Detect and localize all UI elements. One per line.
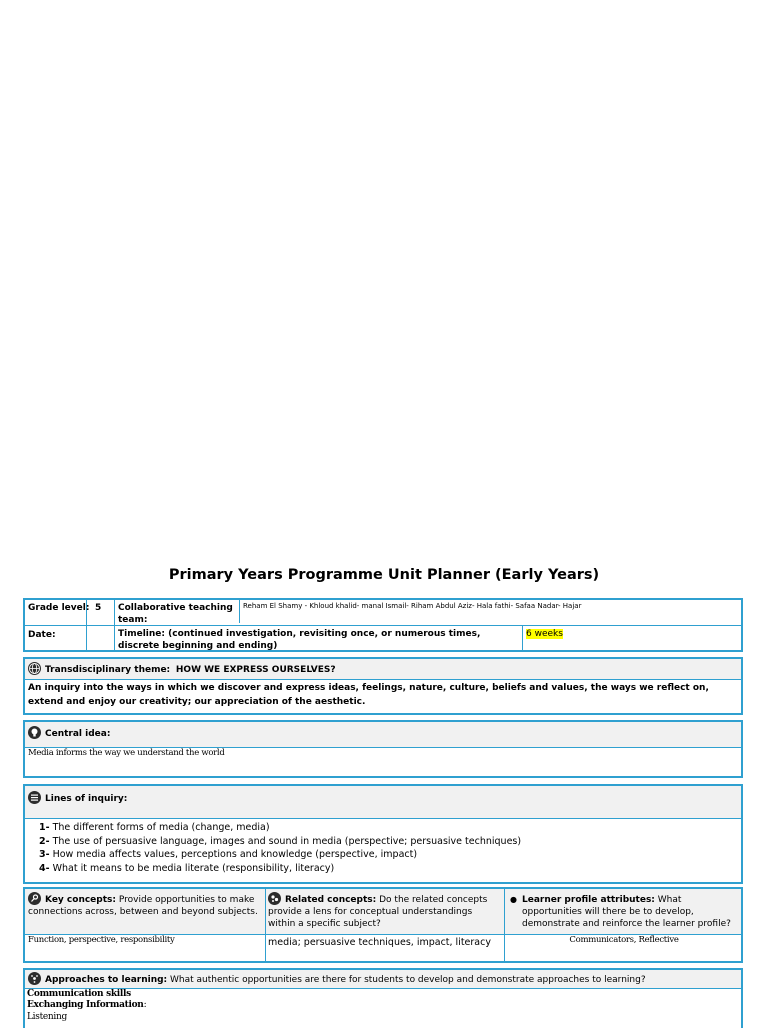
atom-icon	[28, 972, 41, 985]
concepts-section	[23, 887, 743, 963]
lightbulb-icon	[28, 726, 41, 739]
globe-icon	[28, 662, 41, 675]
related-concepts-value: media; persuasive techniques, impact, literacy	[268, 937, 491, 948]
learner-profile-label: Learner profile attributes:	[522, 895, 655, 905]
key-concepts-desc: Provide opportunities to make connections across, between and beyond subjects.	[28, 895, 258, 917]
theme-description: An inquiry into the ways in which we discover and express ideas, feelings, nature, culture, beliefs and values, the ways we reflect on, extend and enjoy our creativity; our appreciation of the aesthetic.	[28, 683, 709, 707]
date-label: Date:	[28, 630, 56, 640]
timeline-value: 6 weeks	[526, 629, 563, 639]
list-item: 1- The different forms of media (change, media)	[39, 822, 270, 833]
list-item: 4- What it means to be media literate (responsibility, literacy)	[39, 862, 335, 874]
approaches-section: Approaches to learning: What authentic opportunities are there for students to develop and demonstrate approaches to learning? Communication skills Exchanging Information: Listening	[23, 968, 743, 1028]
key-concepts-label: Key concepts:	[45, 895, 116, 905]
theme-value: HOW WE EXPRESS OURSELVES?	[175, 665, 336, 675]
theme-section	[23, 657, 743, 715]
key-icon	[28, 892, 41, 905]
approaches-desc: What authentic opportunities are there for students to develop and demonstrate approaches to learning?	[170, 975, 646, 985]
approaches-line-3: Listening	[27, 1012, 67, 1022]
list-item: 2- The use of persuasive language, images and sound in media (perspective; persuasive techniques)	[39, 835, 522, 847]
learner-profile-desc: What opportunities will there be to develop, demonstrate and reinforce the learner profile?	[522, 895, 731, 929]
page-title: Primary Years Programme Unit Planner (Early Years)	[168, 567, 600, 583]
team-value: Reham El Shamy - Khloud khalid- manal Ismail- Riham Abdul Aziz- Hala fathi- Safaa Nadar- Hajar	[243, 602, 582, 610]
timeline-label: Timeline: (continued investigation, revisiting once, or numerous times, discrete beginning and ending)	[118, 629, 481, 651]
learner-profile-value: Communicators, Reflective	[569, 935, 679, 945]
lines-of-inquiry-label: Lines of inquiry:	[45, 794, 128, 804]
approaches-label: Approaches to learning:	[45, 975, 168, 985]
header-table	[23, 598, 743, 652]
grade-level-value: 5	[95, 603, 102, 613]
approaches-line-2: Exchanging Information	[27, 1000, 144, 1010]
related-concepts-desc: Do the related concepts provide a lens for conceptual understandings within a specific subject?	[268, 895, 488, 929]
central-idea-section	[23, 720, 743, 778]
lines-of-inquiry-section	[23, 784, 743, 884]
list-icon	[28, 791, 41, 804]
related-concepts-label: Related concepts:	[285, 895, 377, 905]
grade-level-label: Grade level:	[28, 603, 90, 613]
bullet-icon: ●	[510, 895, 517, 904]
key-concepts-value: Function, perspective, responsibility	[28, 935, 175, 945]
theme-label: Transdisciplinary theme:	[45, 665, 171, 675]
central-idea-label: Central idea:	[45, 729, 111, 739]
puzzle-icon	[268, 892, 281, 905]
approaches-line-1: Communication skills	[27, 989, 131, 999]
list-item: 3- How media affects values, perceptions and knowledge (perspective, impact)	[39, 849, 418, 860]
team-label: Collaborative teaching team:	[118, 603, 233, 625]
lines-of-inquiry-list	[39, 821, 729, 875]
central-idea-value: Media informs the way we understand the world	[28, 748, 225, 758]
